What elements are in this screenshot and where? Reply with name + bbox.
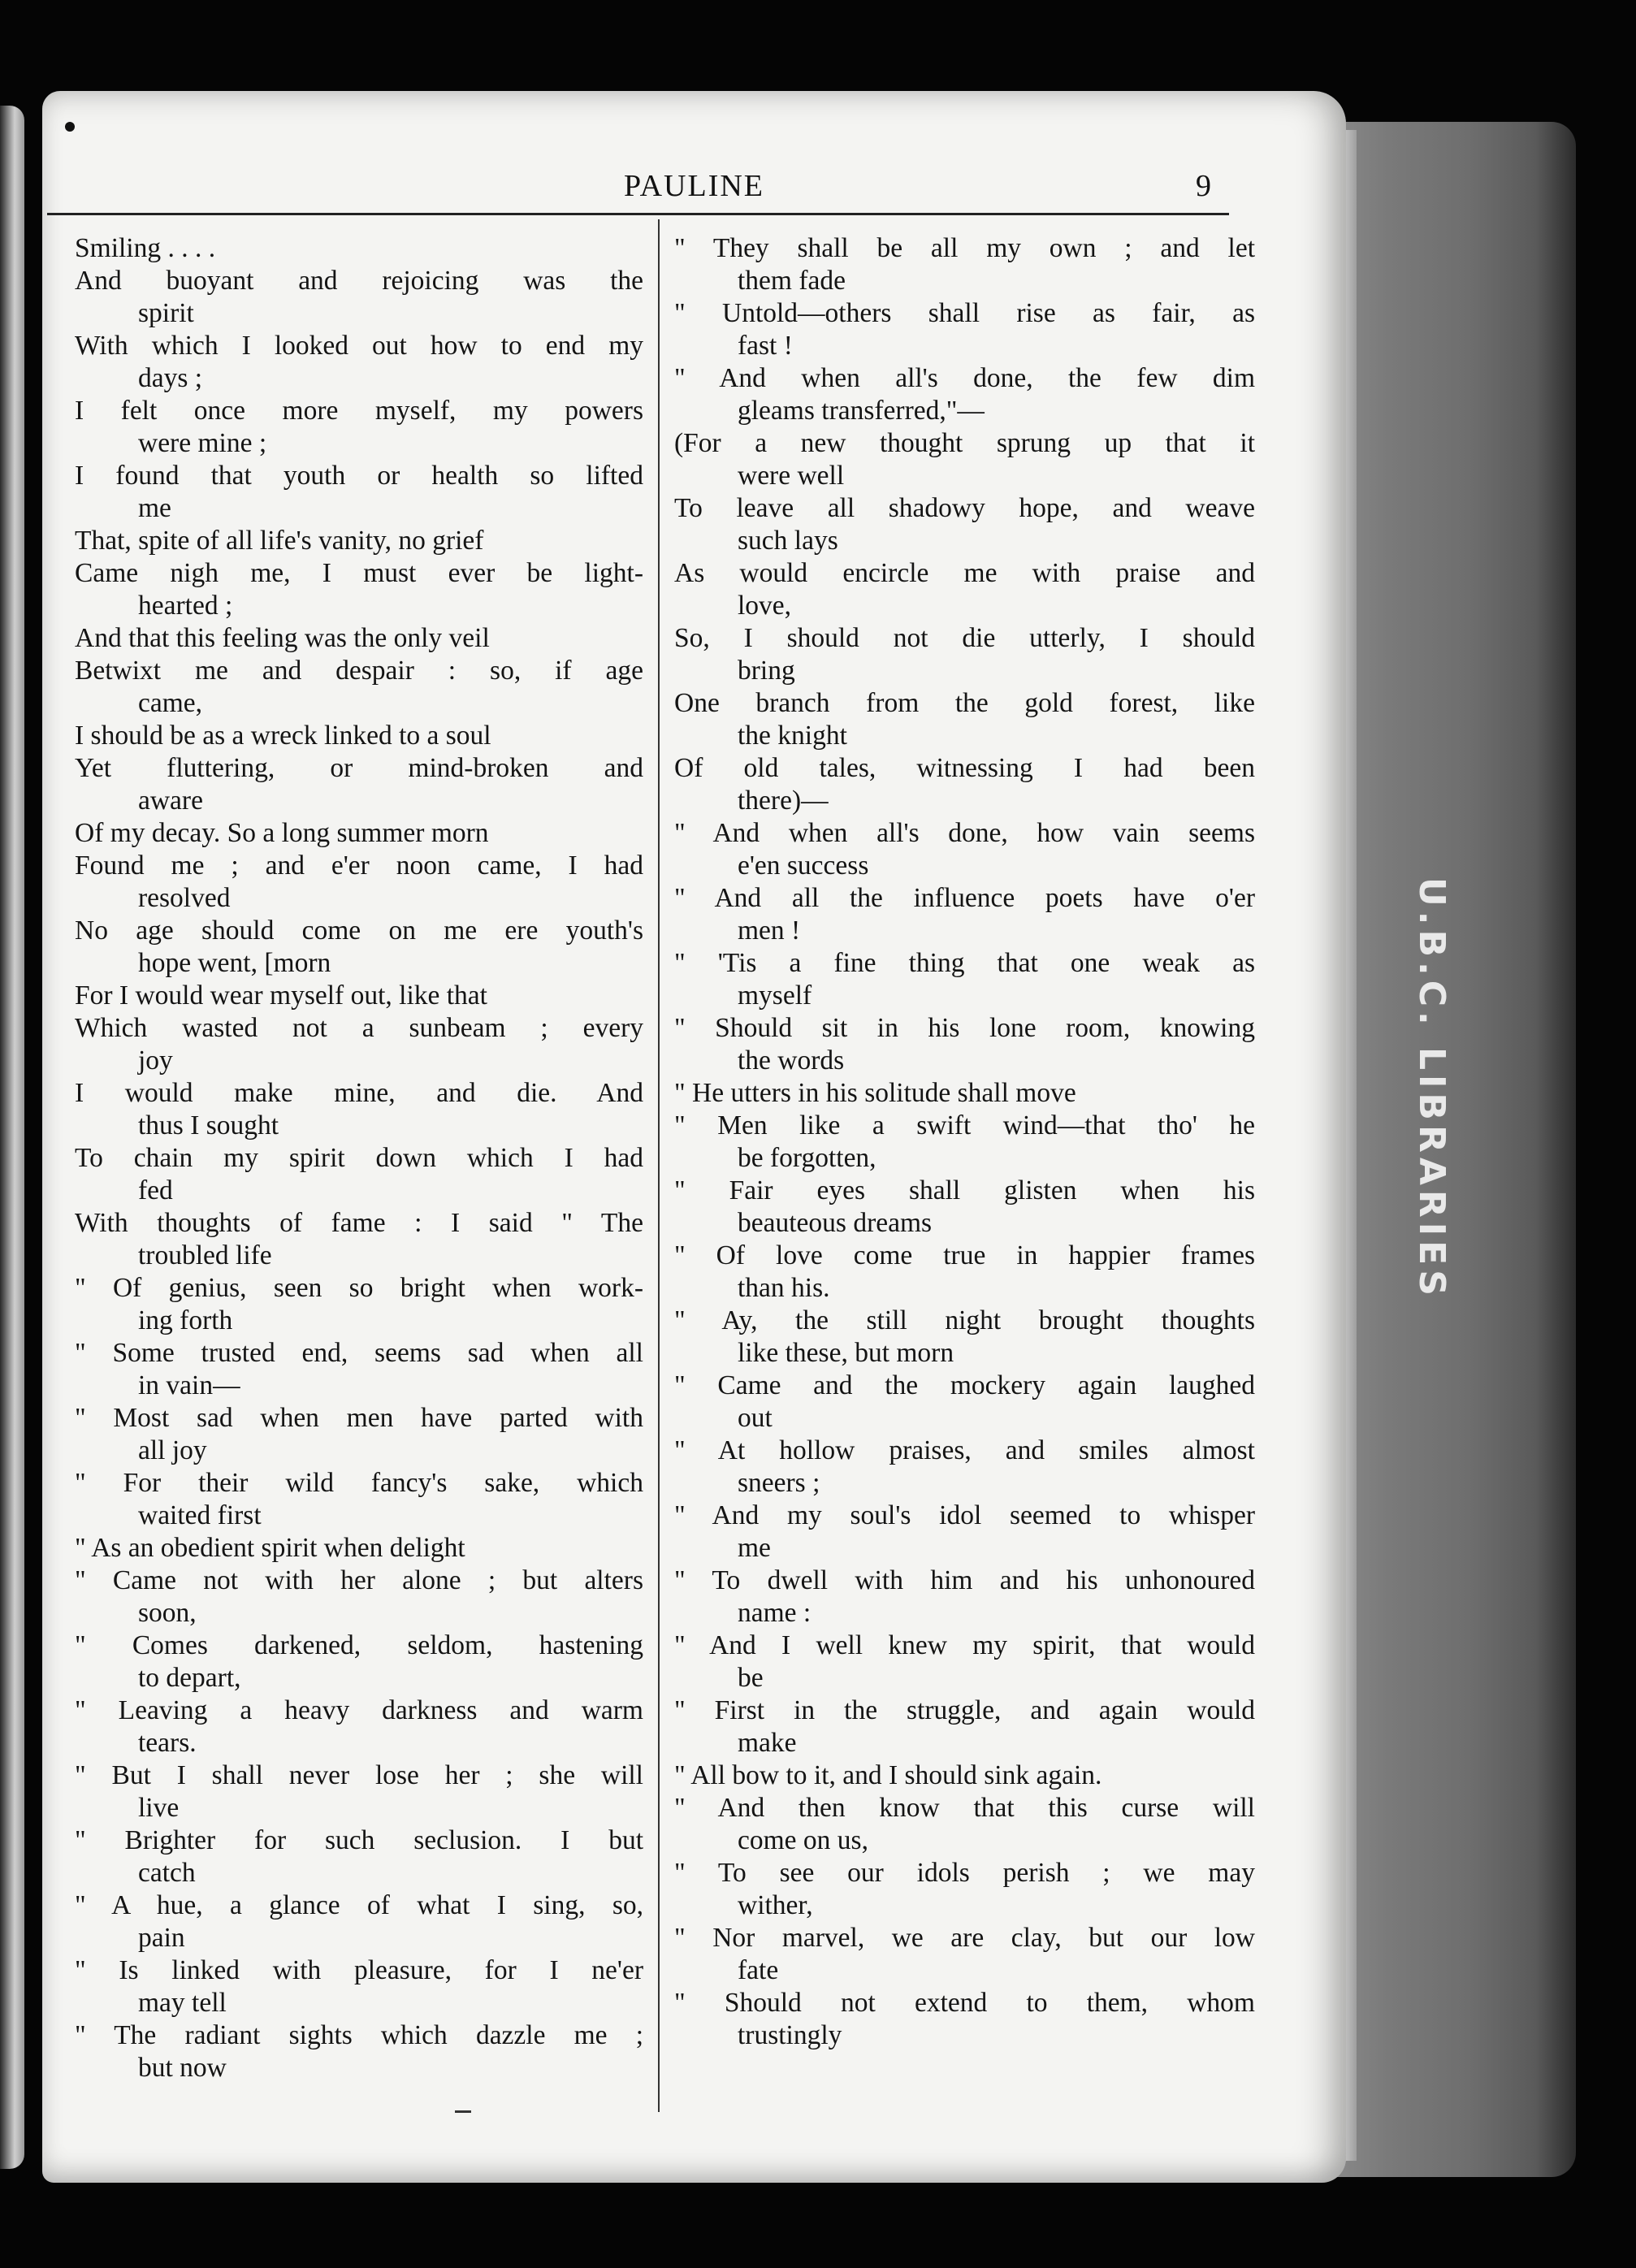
line-continuation: love,: [738, 591, 792, 621]
verse-line: [75, 850, 643, 915]
verse-line: [75, 1630, 643, 1695]
verse-line: [674, 1792, 1255, 1857]
line-continuation: me: [738, 1533, 771, 1563]
verse-line: [75, 2019, 643, 2084]
line-text: Came nigh me, I must ever be light-: [75, 558, 643, 588]
line-text: " To dwell with him and his unhonoured: [674, 1565, 1255, 1595]
line-text: " First in the struggle, and again would: [674, 1695, 1255, 1725]
line-continuation: fast !: [738, 331, 793, 361]
line-continuation: live: [138, 1793, 180, 1823]
verse-line: [75, 1695, 643, 1759]
line-text: (For a new thought sprung up that it: [674, 428, 1255, 458]
line-text: " And when all's done, how vain seems: [674, 818, 1255, 848]
verse-line: [674, 557, 1255, 622]
verse-line: [674, 1759, 1255, 1792]
line-continuation: may tell: [138, 1988, 227, 2018]
line-continuation: e'en success: [738, 850, 869, 881]
verse-line: [75, 1565, 643, 1630]
line-continuation: pain: [138, 1923, 185, 1953]
verse-line: [674, 1857, 1255, 1922]
verse-line: [674, 492, 1255, 557]
line-continuation: beauteous dreams: [738, 1208, 933, 1238]
line-continuation: were well: [738, 461, 845, 491]
verse-line: [674, 1500, 1255, 1565]
line-text: " Of genius, seen so bright when work-: [75, 1273, 643, 1303]
verse-line: [674, 1922, 1255, 1987]
line-text: " Untold—others shall rise as fair, as: [674, 298, 1255, 328]
line-continuation: all joy: [138, 1435, 207, 1465]
verse-line: [75, 265, 643, 330]
verse-line: [674, 1630, 1255, 1695]
line-continuation: men !: [738, 915, 801, 946]
verse-line: [75, 1337, 643, 1402]
line-text: " Nor marvel, we are clay, but our low: [674, 1923, 1255, 1953]
line-continuation: like these, but morn: [738, 1338, 954, 1368]
line-text: " Most sad when men have parted with: [75, 1403, 643, 1433]
line-continuation: such lays: [738, 526, 838, 556]
line-continuation: bring: [738, 656, 795, 686]
line-continuation: catch: [138, 1858, 196, 1888]
line-continuation: in vain—: [138, 1370, 240, 1400]
line-continuation: soon,: [138, 1598, 197, 1628]
line-text: Which wasted not a sunbeam ; every: [75, 1013, 643, 1043]
line-text: " At hollow praises, and smiles almost: [674, 1435, 1255, 1465]
line-continuation: out: [738, 1403, 773, 1433]
verse-line: [75, 330, 643, 395]
line-continuation: come on us,: [738, 1825, 868, 1855]
line-continuation: resolved: [138, 883, 231, 913]
line-text: With thoughts of fame : I said " The: [75, 1208, 643, 1238]
verse-line: [75, 720, 643, 752]
verse-line: [75, 395, 643, 460]
line-text: " The radiant sights which dazzle me ;: [75, 2020, 643, 2050]
verse-line: [75, 1759, 643, 1824]
line-continuation: waited first: [138, 1500, 262, 1530]
line-text: Of old tales, witnessing I had been: [674, 753, 1255, 783]
line-text: With which I looked out how to end my: [75, 331, 643, 361]
verse-line: [674, 1077, 1255, 1110]
line-text: For I would wear myself out, like that: [75, 980, 487, 1011]
line-text: Smiling . . . .: [75, 233, 216, 263]
line-text: " As an obedient spirit when delight: [75, 1533, 465, 1563]
verse-line: [75, 1272, 643, 1337]
line-continuation: to depart,: [138, 1663, 241, 1693]
book-page: [42, 91, 1346, 2183]
line-continuation: ing forth: [138, 1305, 233, 1335]
verse-line: [75, 1532, 643, 1565]
line-text: " A hue, a glance of what I sing, so,: [75, 1890, 643, 1920]
previous-page-edge: [0, 106, 24, 2169]
line-text: And that this feeling was the only veil: [75, 623, 490, 653]
verse-line: [75, 1207, 643, 1272]
verse-line: [674, 752, 1255, 817]
line-text: " Brighter for such seclusion. I but: [75, 1825, 643, 1855]
verse-line: [674, 1435, 1255, 1500]
line-text: " Of love come true in happier frames: [674, 1240, 1255, 1270]
line-text: As would encircle me with praise and: [674, 558, 1255, 588]
line-text: " Should sit in his lone room, knowing: [674, 1013, 1255, 1043]
verse-line: [75, 622, 643, 655]
line-text: I would make mine, and die. And: [75, 1078, 643, 1108]
verse-line: [75, 1824, 643, 1889]
verse-line: [674, 817, 1255, 882]
verse-line: [674, 1987, 1255, 2052]
line-text: " To see our idols perish ; we may: [674, 1858, 1255, 1888]
verse-line: [674, 947, 1255, 1012]
verse-line: [674, 1695, 1255, 1759]
verse-line: [674, 687, 1255, 752]
line-continuation: be: [738, 1663, 764, 1693]
line-text: " But I shall never lose her ; she will: [75, 1760, 643, 1790]
line-continuation: spirit: [138, 298, 194, 328]
line-continuation: tears.: [138, 1728, 197, 1758]
right-column: [674, 232, 1255, 2052]
verse-line: [674, 1110, 1255, 1175]
verse-line: [674, 427, 1255, 492]
line-text: I found that youth or health so lifted: [75, 461, 643, 491]
library-stamp: U.B.C. LIBRARIES: [1411, 877, 1452, 1301]
line-text: " Ay, the still night brought thoughts: [674, 1305, 1255, 1335]
line-continuation: make: [738, 1728, 797, 1758]
verse-line: [75, 655, 643, 720]
line-continuation: be forgotten,: [738, 1143, 876, 1173]
line-text: " And I well knew my spirit, that would: [674, 1630, 1255, 1660]
line-continuation: me: [138, 493, 171, 523]
line-text: " And all the influence poets have o'er: [674, 883, 1255, 913]
line-continuation: hope went, [morn: [138, 948, 331, 978]
line-continuation: hearted ;: [138, 591, 233, 621]
line-text: " Comes darkened, seldom, hastening: [75, 1630, 643, 1660]
line-text: " Leaving a heavy darkness and warm: [75, 1695, 643, 1725]
line-continuation: fed: [138, 1175, 173, 1205]
line-continuation: myself: [738, 980, 812, 1011]
left-column: [75, 232, 643, 2084]
verse-line: [674, 362, 1255, 427]
verse-line: [75, 1012, 643, 1077]
footer-mark: [455, 2110, 471, 2113]
line-continuation: aware: [138, 786, 203, 816]
line-text: " 'Tis a fine thing that one weak as: [674, 948, 1255, 978]
line-text: No age should come on me ere youth's: [75, 915, 643, 946]
line-continuation: there)—: [738, 786, 829, 816]
line-text: " Men like a swift wind—that tho' he: [674, 1110, 1255, 1140]
column-divider: [658, 219, 660, 2112]
verse-line: [674, 232, 1255, 297]
line-text: That, spite of all life's vanity, no grief: [75, 526, 484, 556]
line-continuation: wither,: [738, 1890, 813, 1920]
verse-line: [75, 915, 643, 980]
line-continuation: were mine ;: [138, 428, 267, 458]
verse-line: [75, 525, 643, 557]
line-continuation: days ;: [138, 363, 203, 393]
line-text: " Is linked with pleasure, for I ne'er: [75, 1955, 643, 1985]
line-continuation: them fade: [738, 266, 846, 296]
line-continuation: came,: [138, 688, 203, 718]
line-text: Found me ; and e'er noon came, I had: [75, 850, 643, 881]
verse-line: [75, 1142, 643, 1207]
verse-line: [674, 1175, 1255, 1240]
running-title: PAULINE: [623, 169, 765, 203]
verse-line: [75, 232, 643, 265]
line-text: " For their wild fancy's sake, which: [75, 1468, 643, 1498]
header-rule: [47, 213, 1229, 215]
verse-line: [75, 460, 643, 525]
line-text: I should be as a wreck linked to a soul: [75, 721, 491, 751]
line-continuation: joy: [138, 1045, 173, 1076]
line-text: Of my decay. So a long summer morn: [75, 818, 489, 848]
verse-line: [674, 1240, 1255, 1305]
line-text: Yet fluttering, or mind-broken and: [75, 753, 643, 783]
line-continuation: the words: [738, 1045, 845, 1076]
line-text: To leave all shadowy hope, and weave: [674, 493, 1255, 523]
line-text: I felt once more myself, my powers: [75, 396, 643, 426]
verse-line: [674, 1370, 1255, 1435]
line-text: " Some trusted end, seems sad when all: [75, 1338, 643, 1368]
verse-line: [75, 980, 643, 1012]
verse-line: [674, 1305, 1255, 1370]
verse-line: [75, 1402, 643, 1467]
line-text: " He utters in his solitude shall move: [674, 1078, 1076, 1108]
line-text: " And when all's done, the few dim: [674, 363, 1255, 393]
line-continuation: trustingly: [738, 2020, 842, 2050]
line-continuation: troubled life: [138, 1240, 272, 1270]
line-text: So, I should not die utterly, I should: [674, 623, 1255, 653]
line-text: And buoyant and rejoicing was the: [75, 266, 643, 296]
verse-line: [75, 1467, 643, 1532]
line-continuation: the knight: [738, 721, 847, 751]
verse-line: [75, 817, 643, 850]
line-continuation: but now: [138, 2053, 227, 2083]
line-continuation: fate: [738, 1955, 779, 1985]
verse-line: [674, 297, 1255, 362]
line-continuation: than his.: [738, 1273, 830, 1303]
verse-line: [75, 1954, 643, 2019]
verse-line: [674, 882, 1255, 947]
line-text: One branch from the gold forest, like: [674, 688, 1255, 718]
line-text: " Fair eyes shall glisten when his: [674, 1175, 1255, 1205]
verse-line: [674, 1565, 1255, 1630]
line-text: " Came not with her alone ; but alters: [75, 1565, 643, 1595]
verse-line: [75, 557, 643, 622]
verse-line: [674, 622, 1255, 687]
line-text: " Came and the mockery again laughed: [674, 1370, 1255, 1400]
line-text: " Should not extend to them, whom: [674, 1988, 1255, 2018]
verse-line: [75, 1077, 643, 1142]
line-text: Betwixt me and despair : so, if age: [75, 656, 643, 686]
line-continuation: gleams transferred,"—: [738, 396, 985, 426]
line-text: " And then know that this curse will: [674, 1793, 1255, 1823]
line-continuation: sneers ;: [738, 1468, 820, 1498]
line-text: " They shall be all my own ; and let: [674, 233, 1255, 263]
line-continuation: name :: [738, 1598, 812, 1628]
page-number: 9: [1196, 169, 1211, 203]
line-text: " And my soul's idol seemed to whisper: [674, 1500, 1255, 1530]
line-text: To chain my spirit down which I had: [75, 1143, 643, 1173]
ink-dot: [65, 122, 75, 132]
line-text: " All bow to it, and I should sink again.: [674, 1760, 1102, 1790]
verse-line: [674, 1012, 1255, 1077]
line-continuation: thus I sought: [138, 1110, 279, 1140]
verse-line: [75, 752, 643, 817]
verse-line: [75, 1889, 643, 1954]
